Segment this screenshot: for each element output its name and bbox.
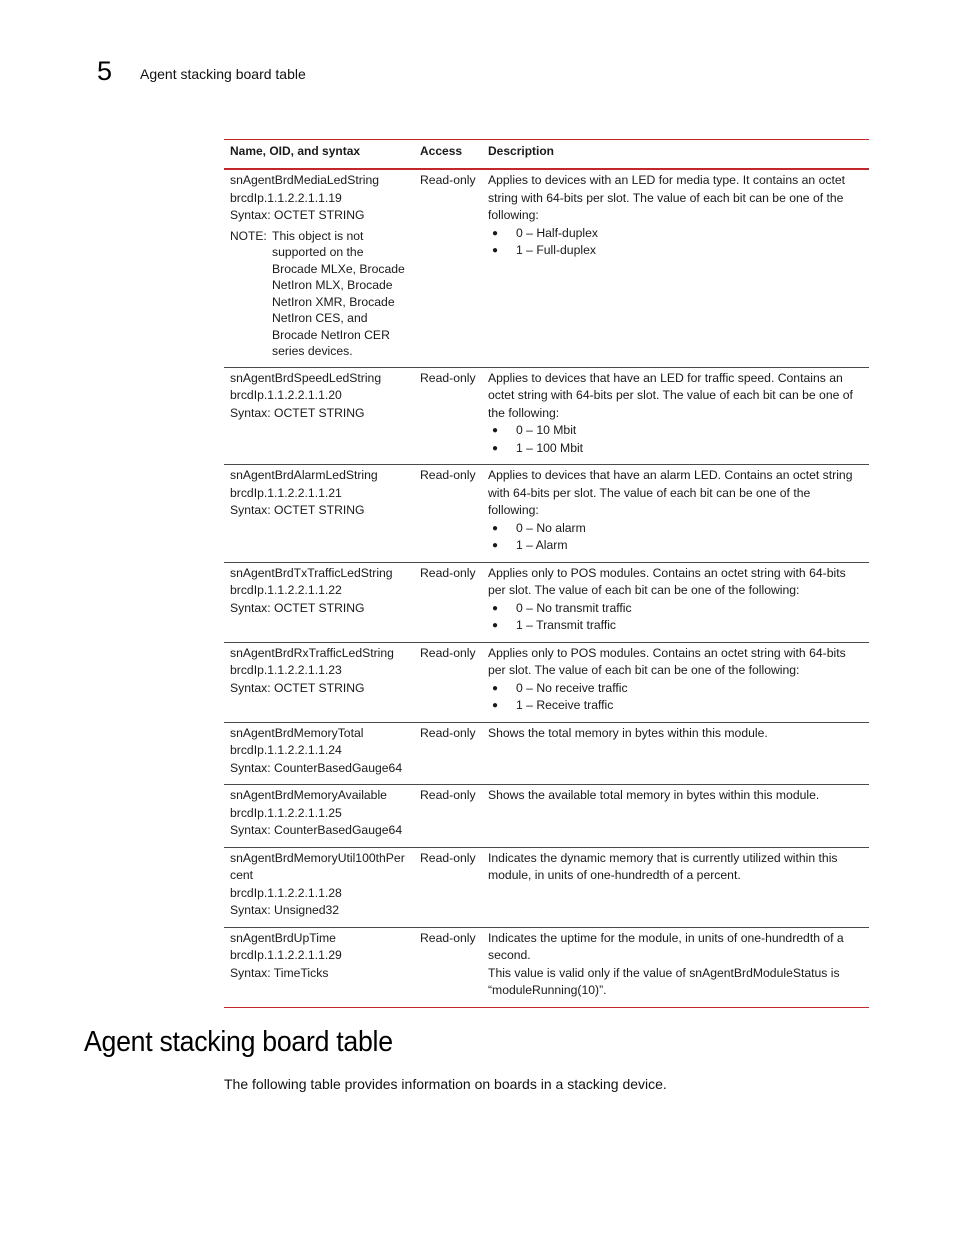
object-oid: brcdIp.1.1.2.2.1.1.29 — [230, 948, 342, 962]
list-item-text: 0 – No transmit traffic — [516, 600, 632, 615]
list-item-text: 0 – No receive traffic — [516, 680, 628, 695]
description-text: Indicates the uptime for the module, in units of one-hundredth of a second. — [488, 930, 844, 962]
note-label: NOTE: — [230, 228, 267, 243]
access-cell: Read-only — [420, 645, 476, 660]
object-syntax: Syntax: CounterBasedGauge64 — [230, 823, 403, 837]
bullet-icon: ● — [492, 442, 499, 454]
column-header-description: Description — [482, 140, 869, 170]
description-cell — [482, 562, 869, 642]
description-cell — [482, 847, 869, 927]
object-name: snAgentBrdMemoryAvailable — [230, 788, 387, 802]
object-oid: brcdIp.1.1.2.2.1.1.20 — [230, 388, 342, 402]
bullet-icon: ● — [492, 602, 499, 614]
description-text: Shows the available total memory in bytes within this module. — [488, 788, 820, 802]
object-name: snAgentBrdAlarmLedString — [230, 468, 378, 482]
object-name-cell — [224, 465, 414, 563]
object-name-cell — [224, 367, 414, 465]
list-item — [488, 617, 863, 635]
object-syntax: Syntax: Unsigned32 — [230, 903, 340, 917]
description-cell — [482, 169, 869, 367]
description-cell — [482, 642, 869, 722]
list-item — [488, 422, 863, 440]
table-row — [224, 465, 869, 563]
object-name-cell — [224, 847, 414, 927]
access-cell: Read-only — [420, 725, 476, 740]
bullet-icon: ● — [492, 540, 499, 551]
description-cell — [482, 465, 869, 563]
list-item-text: 1 – Transmit traffic — [516, 618, 617, 632]
object-name-cell — [224, 642, 414, 722]
object-name-cell — [224, 562, 414, 642]
section-intro: The following table provides information on boards in a stacking device. — [224, 1076, 667, 1092]
object-name-cell — [224, 785, 414, 848]
description-cell — [482, 785, 869, 848]
list-item-text: 1 – Alarm — [516, 538, 568, 552]
list-item — [488, 440, 863, 458]
note-block — [230, 228, 408, 360]
bullet-icon: ● — [492, 425, 499, 436]
object-name: snAgentBrdMediaLedString — [230, 173, 380, 187]
value-list — [488, 520, 863, 555]
value-list — [488, 680, 863, 715]
list-item — [488, 680, 863, 698]
object-syntax: Syntax: OCTET STRING — [230, 503, 365, 517]
object-oid: brcdIp.1.1.2.2.1.1.24 — [230, 743, 342, 757]
description-text: Applies only to POS modules. Contains an octet string with 64-bits per slot. The value of each bit can be one of the following: — [488, 565, 846, 597]
object-oid: brcdIp.1.1.2.2.1.1.21 — [230, 485, 342, 500]
table-row — [224, 722, 869, 785]
object-syntax: Syntax: TimeTicks — [230, 965, 329, 980]
list-item — [488, 537, 863, 555]
table-row — [224, 169, 869, 367]
object-oid: brcdIp.1.1.2.2.1.1.25 — [230, 805, 342, 820]
access-cell: Read-only — [420, 930, 476, 945]
list-item-text: 1 – 100 Mbit — [516, 440, 584, 455]
description-cell — [482, 722, 869, 785]
table-row — [224, 367, 869, 465]
access-cell: Read-only — [420, 565, 476, 580]
access-cell: Read-only — [420, 850, 476, 865]
column-header-access: Access — [414, 140, 482, 170]
list-item — [488, 242, 863, 260]
description-text: Applies only to POS modules. Contains an octet string with 64-bits per slot. The value of each bit can be one of the following: — [488, 645, 846, 677]
object-name: snAgentBrdRxTrafficLedString — [230, 645, 394, 660]
object-name-cell — [224, 927, 414, 1007]
object-oid: brcdIp.1.1.2.2.1.1.19 — [230, 190, 342, 205]
object-syntax: Syntax: CounterBasedGauge64 — [230, 760, 403, 775]
object-syntax: Syntax: OCTET STRING — [230, 405, 365, 420]
object-name-cell — [224, 722, 414, 785]
table-row — [224, 785, 869, 848]
table-row — [224, 847, 869, 927]
description-text: This value is valid only if the value of snAgentBrdModuleStatus is “moduleRunning(10)”. — [488, 965, 840, 997]
access-cell: Read-only — [420, 173, 476, 187]
list-item-text: 1 – Full-duplex — [516, 243, 596, 257]
access-cell: Read-only — [420, 370, 476, 385]
value-list — [488, 225, 863, 260]
list-item — [488, 697, 863, 715]
list-item-text: 1 – Receive traffic — [516, 698, 614, 712]
bullet-icon: ● — [492, 522, 499, 534]
object-oid: brcdIp.1.1.2.2.1.1.22 — [230, 583, 342, 597]
object-name: snAgentBrdMemoryUtil100thPercent — [230, 850, 405, 882]
chapter-number: 5 — [97, 56, 113, 86]
object-name: snAgentBrdMemoryTotal — [230, 725, 364, 740]
list-item — [488, 225, 863, 243]
bullet-icon: ● — [492, 227, 499, 239]
table-row — [224, 562, 869, 642]
list-item-text: 0 – 10 Mbit — [516, 423, 577, 437]
description-cell — [482, 927, 869, 1007]
object-name: snAgentBrdUpTime — [230, 930, 336, 945]
description-text: Applies to devices that have an LED for traffic speed. Contains an octet string with 64-bits per slot. The value of each bit can be one of the following: — [488, 370, 853, 420]
running-header-title: Agent stacking board table — [140, 66, 306, 82]
table-row — [224, 642, 869, 722]
object-oid: brcdIp.1.1.2.2.1.1.28 — [230, 885, 342, 900]
object-name: snAgentBrdSpeedLedString — [230, 370, 382, 385]
value-list — [488, 600, 863, 635]
description-text: Applies to devices with an LED for media type. It contains an octet string with 64-bits per slot. The value of each bit can be one of the following: — [488, 173, 846, 222]
description-cell — [482, 367, 869, 465]
table-header-row — [224, 140, 869, 170]
access-cell: Read-only — [420, 468, 476, 482]
bullet-icon: ● — [492, 620, 499, 631]
section-title: Agent stacking board table — [84, 1026, 393, 1058]
column-header-name: Name, OID, and syntax — [224, 140, 414, 170]
note-text: This object is not supported on the Brocade MLXe, Brocade NetIron MLX, Brocade NetIron XMR, Brocade NetIron CES, and Brocade NetIron CER series devices. — [272, 228, 405, 358]
description-text: Shows the total memory in bytes within this module. — [488, 725, 768, 740]
list-item-text: 0 – Half-duplex — [516, 225, 598, 240]
mib-object-table — [224, 139, 869, 1008]
object-syntax: Syntax: OCTET STRING — [230, 680, 365, 695]
bullet-icon: ● — [492, 245, 499, 256]
bullet-icon: ● — [492, 700, 499, 711]
description-text: Indicates the dynamic memory that is currently utilized within this module, in units of one-hundredth of a percent. — [488, 850, 838, 882]
object-syntax: Syntax: OCTET STRING — [230, 600, 365, 615]
list-item — [488, 520, 863, 538]
description-text: Applies to devices that have an alarm LED. Contains an octet string with 64-bits per slot. The value of each bit can be one of the following: — [488, 468, 853, 517]
object-syntax: Syntax: OCTET STRING — [230, 208, 365, 222]
list-item — [488, 600, 863, 618]
list-item-text: 0 – No alarm — [516, 520, 586, 535]
object-oid: brcdIp.1.1.2.2.1.1.23 — [230, 663, 342, 677]
access-cell: Read-only — [420, 788, 476, 802]
object-name: snAgentBrdTxTrafficLedString — [230, 565, 393, 580]
table-row — [224, 927, 869, 1007]
bullet-icon: ● — [492, 682, 499, 694]
value-list — [488, 422, 863, 457]
object-name-cell — [224, 169, 414, 367]
